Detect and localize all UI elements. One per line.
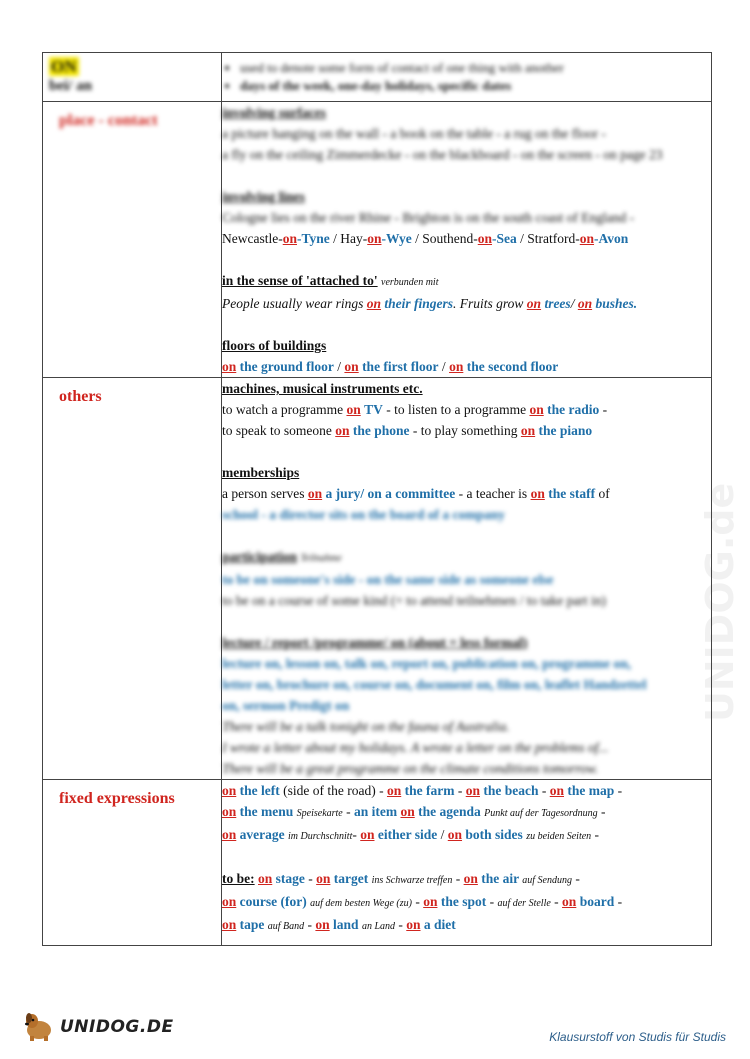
category-cell [43, 378, 222, 780]
phrase-segment: target [330, 871, 372, 886]
blurred-section-surfaces [222, 102, 711, 228]
phrase-segment: a diet [420, 917, 456, 932]
section-heading: participation [222, 549, 298, 564]
fixed-line [222, 824, 711, 847]
table-row-fixed [43, 780, 712, 946]
category-others: others [59, 388, 102, 405]
preposition-on: on [316, 871, 331, 886]
phrase-segment: / [437, 827, 448, 842]
phrase-segment: - [486, 894, 498, 909]
phrase-segment: - [304, 917, 316, 932]
phrase-segment: - [614, 894, 623, 909]
phrase-segment: average [236, 827, 288, 842]
logo-text: UNIDOG.DE [60, 1017, 174, 1037]
section-heading: memberships [222, 465, 300, 480]
example-line: a picture hanging on the wall - a book on the table - a rug on the floor - [222, 126, 606, 141]
preposition-on: on [222, 917, 237, 932]
table-row-place [43, 102, 712, 378]
attached-section: in the sense of 'attached to' verbunden mit People usually wear rings on their fingers. Fruits grow on trees/ on bushes. [222, 273, 638, 311]
category-fixed-expressions: fixed expressions [59, 790, 175, 807]
phrase-segment: (side of the road) - [279, 783, 387, 798]
preposition-on: on [222, 827, 237, 842]
section-heading: floors of buildings [222, 338, 327, 353]
fixed-line [222, 780, 711, 801]
phrase-segment: the left [236, 783, 280, 798]
definition-1: • used to denote some form of contact of one thing with another [240, 59, 711, 77]
phrase-segment: - [454, 783, 466, 798]
phrase-segment: - [571, 871, 580, 886]
phrase-segment: land [329, 917, 362, 932]
section-heading: to be: [222, 871, 255, 886]
preposition-on: on [258, 871, 273, 886]
german-gloss: an Land [361, 921, 396, 932]
phrase-segment: - [597, 804, 606, 819]
phrase-segment: - [395, 917, 407, 932]
preposition-on: on [386, 783, 402, 798]
examples-cell [222, 102, 712, 378]
fixed-line [222, 801, 711, 824]
phrase-segment: tape [236, 917, 268, 932]
floors-section: floors of buildings on the ground floor / on the first floor / on the second floor [222, 338, 559, 374]
fixed-line [222, 914, 711, 937]
preposition-on: on [463, 871, 478, 886]
section-heading: in the sense of 'attached to' [222, 273, 378, 288]
phrase-segment: - [411, 894, 424, 909]
phrase-segment: stage [272, 871, 305, 886]
preposition-on: on [423, 894, 438, 909]
definition-cell [222, 53, 712, 102]
header-subtitle: bei/ an [49, 78, 92, 94]
preposition-on: on [360, 827, 375, 842]
german-gloss: Punkt auf der Tagesordnung [484, 808, 598, 819]
phrase-segment: either side [374, 827, 438, 842]
section-heading: lecture / report /programme/ on (about = less formal) [222, 635, 528, 650]
category-cell [43, 780, 222, 946]
phrase-segment: - [342, 804, 354, 819]
grammar-table [42, 52, 712, 946]
dog-icon [22, 1012, 56, 1042]
phrase-segment: the air [477, 871, 523, 886]
fixed-line [222, 891, 711, 914]
phrase-segment: the agenda [414, 804, 485, 819]
phrase-segment: the map [564, 783, 615, 798]
preposition-on: on [549, 783, 564, 798]
footer-tagline: Klausurstoff von Studis für Studis [549, 1030, 726, 1044]
phrase-segment: the menu [236, 804, 297, 819]
german-gloss: auf Sendung [522, 875, 572, 886]
category-place: place - contact [59, 112, 158, 129]
phrase-segment: the beach [479, 783, 539, 798]
examples-cell [222, 378, 712, 780]
german-gloss: auf dem besten Wege (zu) [310, 898, 412, 909]
phrase-segment: both sides [462, 827, 527, 842]
memberships-section: memberships a person serves on a jury/ on a committee - a teacher is on the staff of [222, 465, 610, 501]
preposition-on: on [222, 783, 237, 798]
example-line: Cologne lies on the river Rhine - Brighton is on the south coast of England - [222, 210, 635, 225]
preposition-on: on [406, 917, 421, 932]
preposition-on: on [447, 827, 463, 842]
phrase-segment: course (for) [236, 894, 311, 909]
fixed-line [222, 868, 711, 891]
preposition-on: on [222, 894, 237, 909]
phrase-segment: the farm [401, 783, 455, 798]
header-cell [43, 53, 222, 102]
section-heading: involving lines [222, 189, 305, 204]
phrase-segment: the spot [437, 894, 487, 909]
german-gloss: zu beiden Seiten [526, 831, 592, 842]
header-row [43, 53, 712, 102]
phrase-segment: - [304, 871, 317, 886]
phrase-segment: - [538, 783, 550, 798]
german-gloss: verbunden mit [381, 277, 439, 288]
phrase-segment: - [614, 783, 623, 798]
section-heading: machines, musical instruments etc. [222, 381, 423, 396]
phrase-segment: - [352, 827, 361, 842]
phrase-segment: - [550, 894, 563, 909]
german-gloss: auf Band [267, 921, 305, 932]
phrase-segment: - [591, 827, 600, 842]
preposition-on: on [315, 917, 330, 932]
definition-2: • days of the week, one-day holidays, specific dates [240, 77, 711, 95]
german-gloss: Speisekarte [296, 808, 343, 819]
german-gloss: im Durchschnitt [288, 831, 353, 842]
example-line: a fly on the ceiling Zimmerdecke - on the blackboard - on the screen - on page 23 [222, 147, 663, 162]
preposition-on: on [222, 804, 237, 819]
preposition-on: on [562, 894, 577, 909]
unidog-logo[interactable] [22, 1012, 174, 1042]
machines-section: machines, musical instruments etc. to watch a programme on TV - to listen to a programme on the radio - to speak to someone on the phone - to play something on the piano [222, 381, 608, 438]
german-gloss: ins Schwarze treffen [371, 875, 453, 886]
preposition-on: on [400, 804, 415, 819]
section-heading: involving surfaces [222, 105, 326, 120]
preposition-on: on [465, 783, 480, 798]
german-gloss: auf der Stelle [497, 898, 551, 909]
examples-cell [222, 780, 712, 946]
places-line: Newcastle-on-Tyne / Hay-on-Wye / Southend-on-Sea / Stratford-on-Avon [222, 231, 629, 246]
phrase-segment: board [576, 894, 615, 909]
table-row-others [43, 378, 712, 780]
phrase-segment: - [452, 871, 464, 886]
watermark-text: UNIDOG.de [698, 482, 742, 722]
category-cell [43, 102, 222, 378]
phrase-segment: an item [353, 804, 401, 819]
blurred-section-others: school - a director sits on the board of a company participation Teilnahme to be on someone's side - on the same side as someone else to be on a course of some kind (= to attend teilnehmen / to take part in) lecture / report /programme/ on (about = less formal) lecture on, lesson on, talk on, report on, publication on, programme on, letter on, brochure on, course on, document on, film on, leaflet Handzettel on, sermon Predigt on There will be a talk tonight on the fauna of Australia. I wrote a letter about my holidays. A wrote a letter on the problems of... There will be a great programme on the climate conditions tomorrow. [222, 507, 647, 776]
header-title: ON [51, 57, 77, 76]
